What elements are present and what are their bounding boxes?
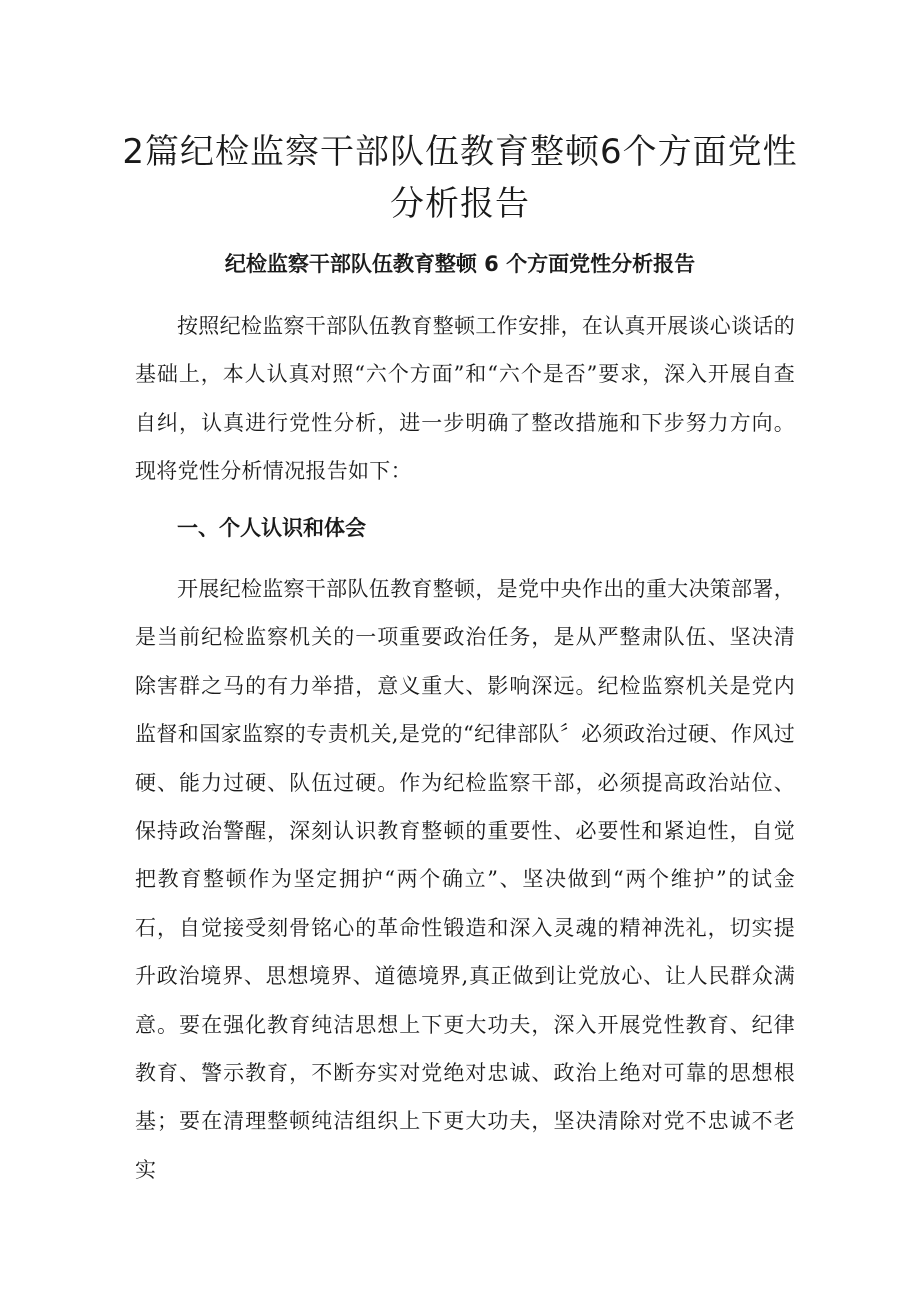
- body-paragraph: 开展纪检监察干部队伍教育整顿，是党中央作出的重大决策部署，是当前纪检监察机关的一项重要政治任务，是从严整肃队伍、坚决清除害群之马的有力举措，意义重大、影响深远。纪检监察机关是党内监督和国家监察的专责机关,是党的“纪律部队〞必须政治过硬、作风过硬、能力过硬、队伍过硬。作为纪检监察干部，必须提高政治站位、保持政治警醒，深刻认识教育整顿的重要性、必要性和紧迫性，自觉把教育整顿作为坚定拥护“两个确立”、坚决做到“两个维护”的试金石，自觉接受刻骨铭心的革命性锻造和深入灵魂的精神洗礼，切实提升政治境界、思想境界、道德境界,真正做到让党放心、让人民群众满意。要在强化教育纯洁思想上下更大功夫，深入开展党性教育、纪律教育、警示教育，不断夯实对党绝对忠诚、政治上绝对可靠的思想根基；要在清理整顿纯洁组织上下更大功夫，坚决清除对党不忠诚不老实: [135, 577, 795, 1182]
- document-title: 2篇纪检监察干部队伍教育整顿6个方面党性分析报告: [122, 132, 798, 224]
- document-subtitle: 纪检监察干部队伍教育整顿 6 个方面党性分析报告: [224, 252, 696, 276]
- intro-paragraph: 按照纪检监察干部队伍教育整顿工作安排，在认真开展谈心谈话的基础上，本人认真对照“六个方面”和“六个是否”要求，深入开展自查自纠，认真进行党性分析，进一步明确了整改措施和下步努力方向。现将党性分析情况报告如下：: [135, 314, 795, 484]
- section-heading: 一、个人认识和体会: [177, 516, 366, 540]
